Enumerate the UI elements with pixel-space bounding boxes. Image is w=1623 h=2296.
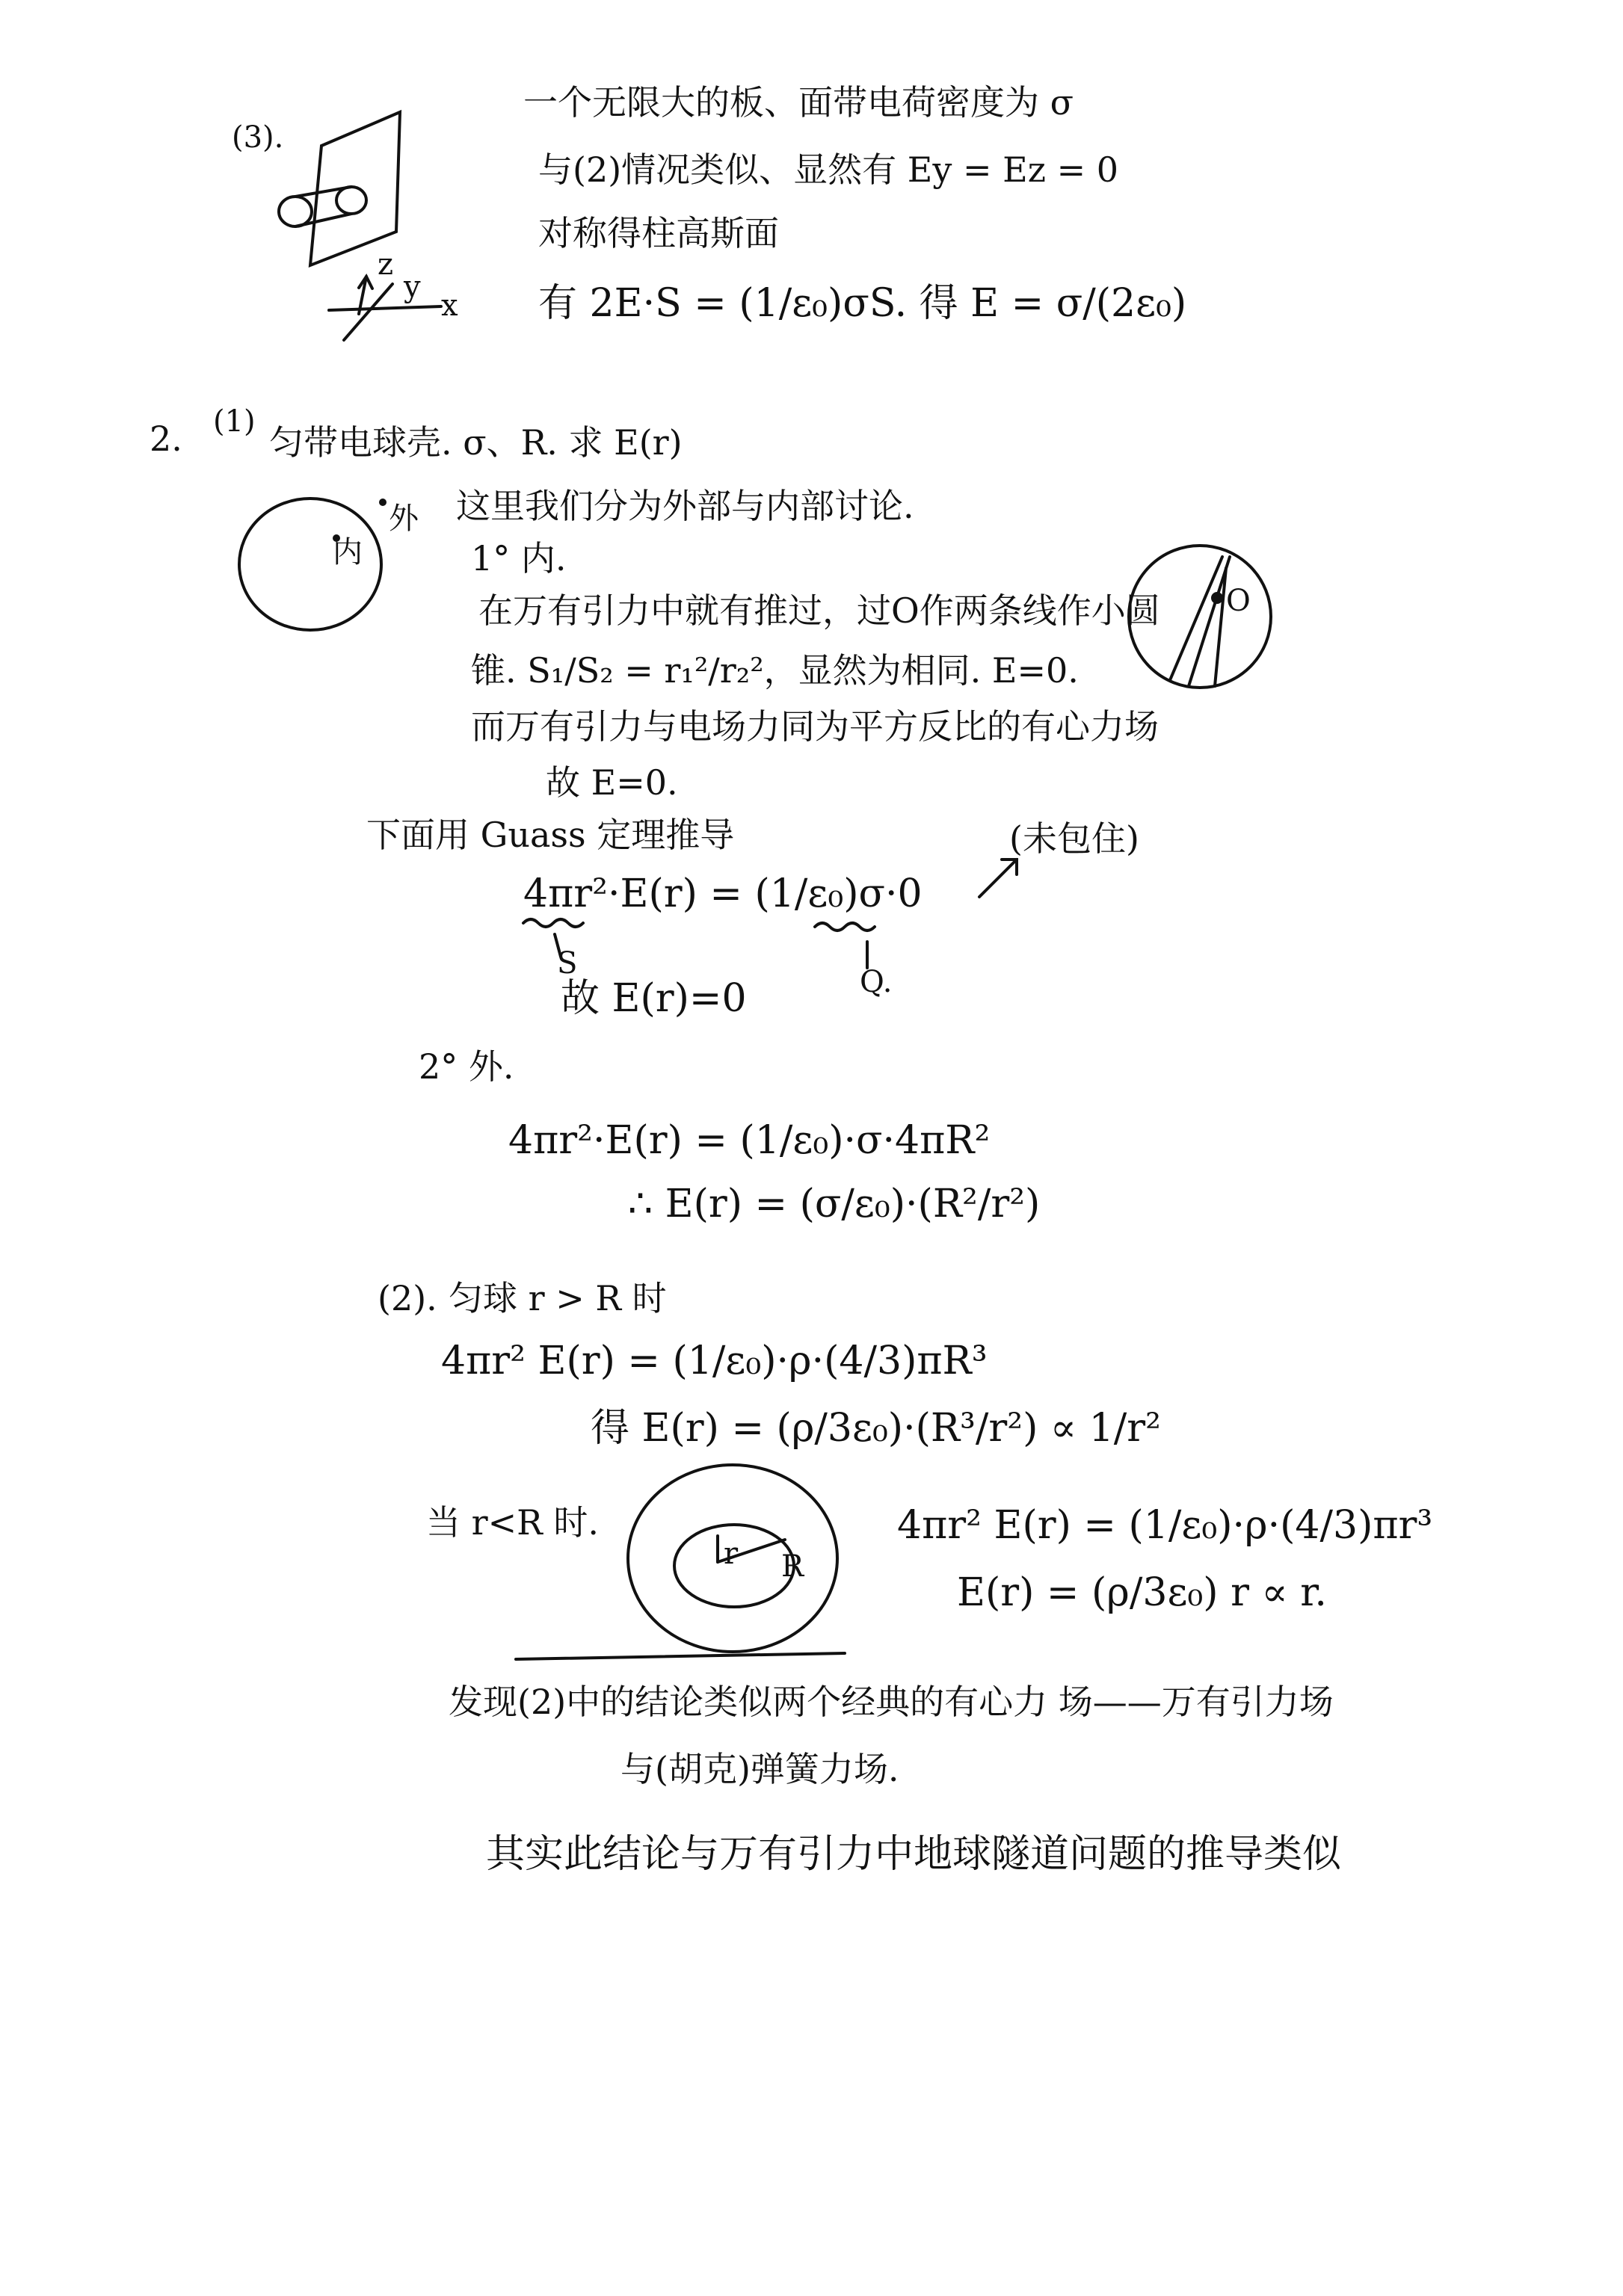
divider-line [516,1653,845,1659]
part2-1-line-7: 故 E(r)=0 [561,976,747,1021]
axis-z-label: z [378,247,394,282]
part2-1-line-5: 故 E=0. [546,762,678,803]
sphere-gauss-outer: 4πr² E(r) = (1/ε₀)·ρ·(4/3)πR³ [441,1339,988,1383]
part3-number: (3). [232,120,284,155]
plate-diagram [279,112,400,265]
part3-line-2: 与(2)情况类似、显然有 Ey = Ez = 0 [538,149,1119,190]
part2-2-heading: 匀球 r > R 时 [449,1278,667,1318]
gauss-equation-outer: 4πr²·E(r) = (1/ε₀)·σ·4πR² [508,1118,991,1163]
radius-r-label: r [724,1537,739,1571]
sphere-field-outer: 得 E(r) = (ρ/3ε₀)·(R³/r²) ∝ 1/r² [591,1406,1161,1451]
note-arrow [979,860,1017,897]
outer-case-title: 2° 外. [419,1046,514,1087]
shell-sphere-diagram [239,499,385,630]
field-outer-result: ∴ E(r) = (σ/ε₀)·(R²/r²) [628,1182,1041,1226]
radius-R-label: R [781,1549,804,1584]
axis-y-label: y [404,270,421,304]
sphere-gauss-inner: 4πr² E(r) = (1/ε₀)·ρ·(4/3)πr³ [897,1503,1433,1548]
label-inside: 内 [333,535,363,570]
part2-1-line-4: 而万有引力与电场力同为平方反比的有心力场 [471,706,1159,747]
note-not-enclosed: (未包住) [1009,818,1139,859]
label-outside: 外 [389,502,419,536]
part3-line-3: 对称得柱高斯面 [538,213,779,253]
gauss-equation-inner: 4πr²·E(r) = (1/ε₀)σ·0 [523,871,923,916]
part2-1-sub: (1) [213,404,256,439]
part3-line-4: 有 2E·S = (1/ε₀)σS. 得 E = σ/(2ε₀) [538,281,1187,326]
label-q: Q. [860,965,893,999]
coordinate-axes [329,277,441,340]
part2-1-line-2: 在万有引力中就有推过，过O作两条线作小圆 [478,590,1160,631]
part2-1-line-3: 锥. S₁/S₂ = r₁²/r₂²，显然为相同. E=0. [471,650,1079,691]
conclusion-line-3: 其实此结论与万有引力中地球隧道问题的推导类似 [486,1832,1342,1877]
axis-x-label: x [441,288,458,323]
conclusion-line-2: 与(胡克)弹簧力场. [620,1749,899,1789]
cone-center-label: O [1226,584,1251,618]
part2-number: 2. [150,419,182,459]
part2-1-line-6: 下面用 Guass 定理推导 [366,815,735,855]
part2-2-number: (2). [378,1278,437,1318]
part3-line-1: 一个无限大的板、面带电荷密度为 σ [523,82,1074,123]
sphere-field-inner: E(r) = (ρ/3ε₀) r ∝ r. [957,1570,1327,1615]
conclusion-line-1: 发现(2)中的结论类似两个经典的有心力 场——万有引力场 [449,1682,1334,1722]
inner-case-title: 1° 内. [471,538,567,578]
case-inside-sphere: 当 r<R 时. [426,1502,600,1543]
part2-1-line-1: 这里我们分为外部与内部讨论. [456,486,914,526]
label-s: S [557,946,578,981]
part2-1-heading: 匀带电球壳. σ、R. 求 E(r) [269,422,683,463]
